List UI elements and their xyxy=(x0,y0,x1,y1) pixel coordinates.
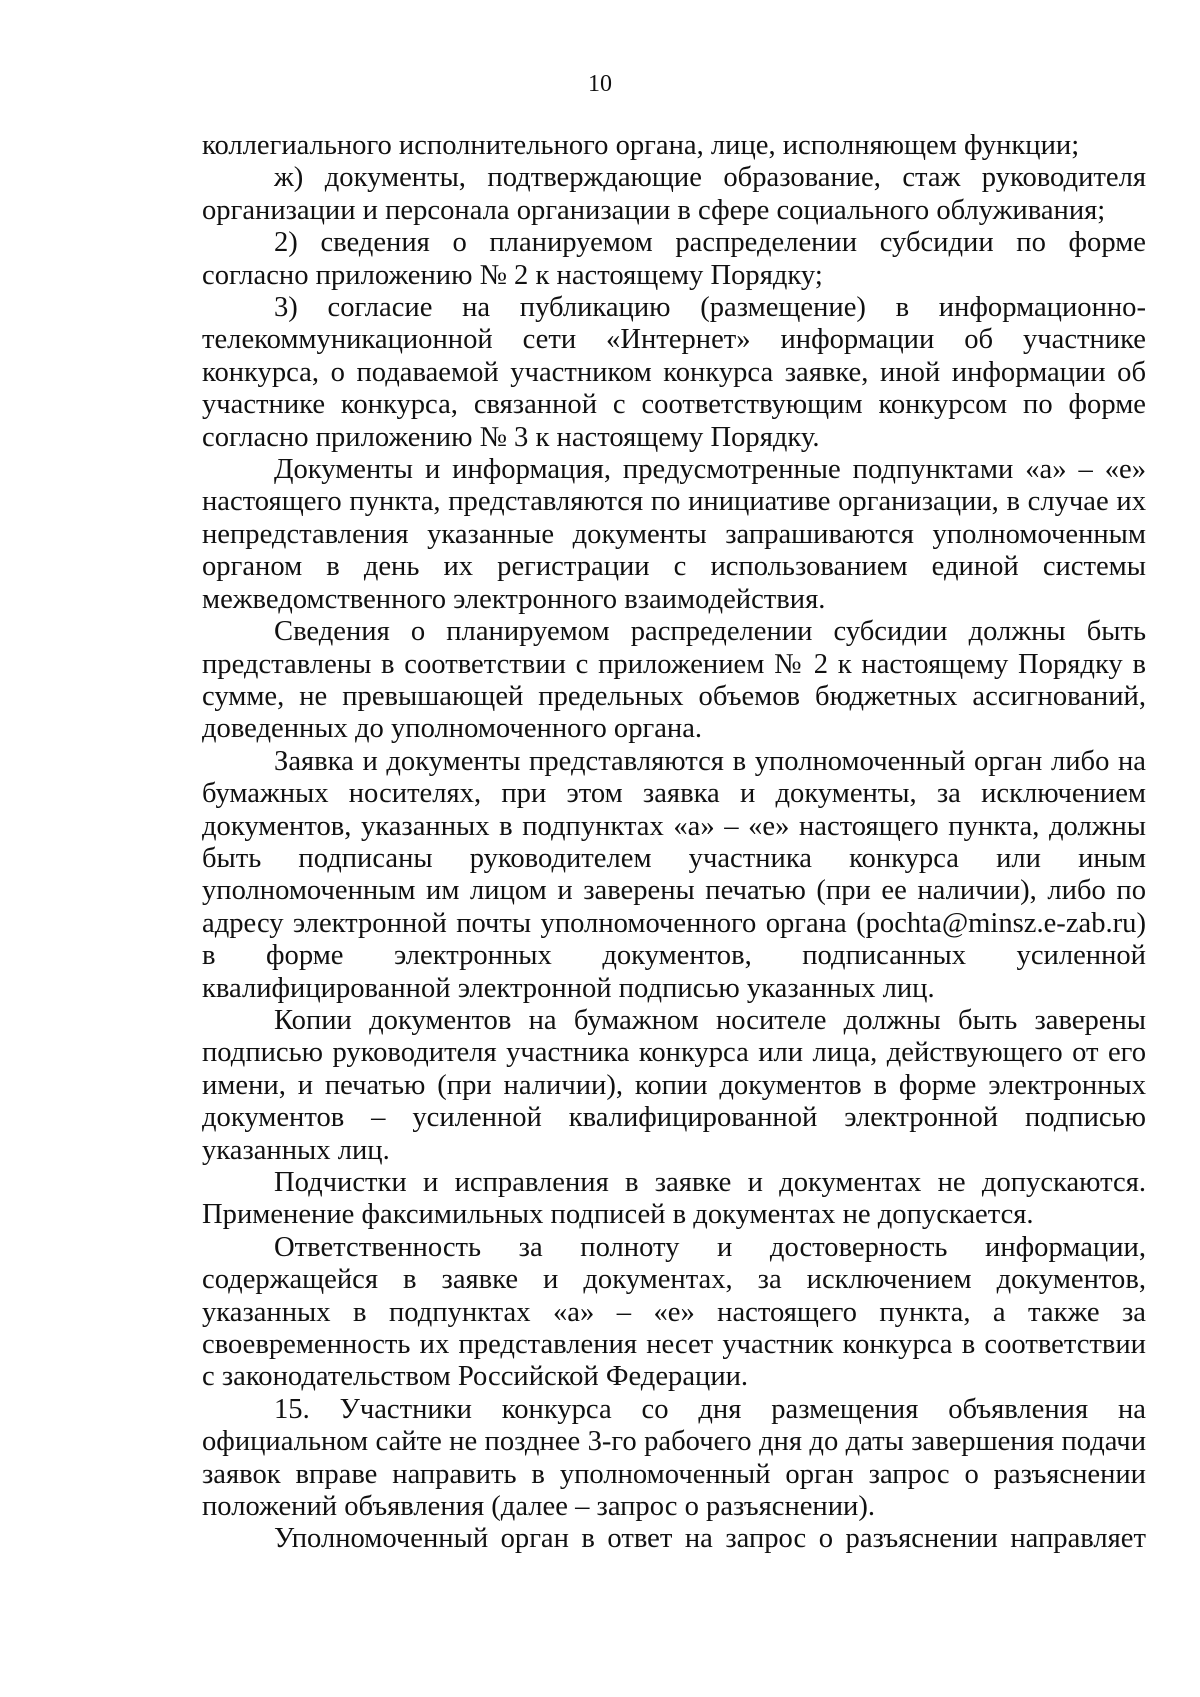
paragraph: Подчистки и исправления в заявке и документах не допускаются. Применение факсимильных подписей в документах не допускается. xyxy=(202,1167,1146,1231)
paragraph: Заявка и документы представляются в уполномоченный орган либо на бумажных носителях, при этом заявка и документы, за исключением документов, указанных в подпунктах «а» – «е» настоящего пункта, должны быть подписаны руководителем участника конкурса или иным уполномоченным им лицом и заверены печатью (при ее наличии), либо по адресу электронной почты уполномоченного органа (pochta@minsz.e-zab.ru) в форме электронных документов, подписанных усиленной квалифицированной электронной подписью указанных лиц. xyxy=(202,745,1146,1004)
paragraph: ж) документы, подтверждающие образование, стаж руководителя организации и персонала организации в сфере социального облуживания; xyxy=(202,162,1146,226)
paragraph: Ответственность за полноту и достоверность информации, содержащейся в заявке и документах, за исключением документов, указанных в подпунктах «а» – «е» настоящего пункта, а также за своевременность их представления несет участник конкурса в соответствии с законодательством Российской Федерации. xyxy=(202,1231,1146,1393)
paragraph: Копии документов на бумажном носителе должны быть заверены подписью руководителя участника конкурса или лица, действующего от его имени, и печатью (при наличии), копии документов в форме электронных документов – усиленной квалифицированной электронной подписью указанных лиц. xyxy=(202,1004,1146,1166)
paragraph: Документы и информация, предусмотренные подпунктами «а» – «е» настоящего пункта, представляются по инициативе организации, в случае их непредставления указанные документы запрашиваются уполномоченным органом в день их регистрации с использованием единой системы межведомственного электронного взаимодействия. xyxy=(202,454,1146,615)
paragraph: 15. Участники конкурса со дня размещения объявления на официальном сайте не позднее 3-го рабочего дня до даты завершения подачи заявок вправе направить в уполномоченный орган запрос о разъяснении положений объявления (далее – запрос о разъяснении). xyxy=(202,1393,1146,1523)
document-body xyxy=(202,130,1146,1556)
paragraph: Сведения о планируемом распределении субсидии должны быть представлены в соответствии с приложением № 2 к настоящему Порядку в сумме, не превышающей предельных объемов бюджетных ассигнований, доведенных до уполномоченного органа. xyxy=(202,616,1146,745)
paragraph: коллегиального исполнительного органа, лице, исполняющем функции; xyxy=(202,130,1080,161)
paragraph: 2) сведения о планируемом распределении субсидии по форме согласно приложению № 2 к настоящему Порядку; xyxy=(202,227,1146,291)
page-number: 10 xyxy=(588,71,612,97)
paragraph: Уполномоченный орган в ответ на запрос о разъяснении направляет xyxy=(274,1523,1146,1555)
paragraph: 3) согласие на публикацию (размещение) в информационно-телекоммуникационной сети «Интернет» информации об участнике конкурса, о подаваемой участником конкурса заявке, иной информации об участнике конкурса, связанной с соответствующим конкурсом по форме согласно приложению № 3 к настоящему Порядку. xyxy=(202,292,1146,453)
